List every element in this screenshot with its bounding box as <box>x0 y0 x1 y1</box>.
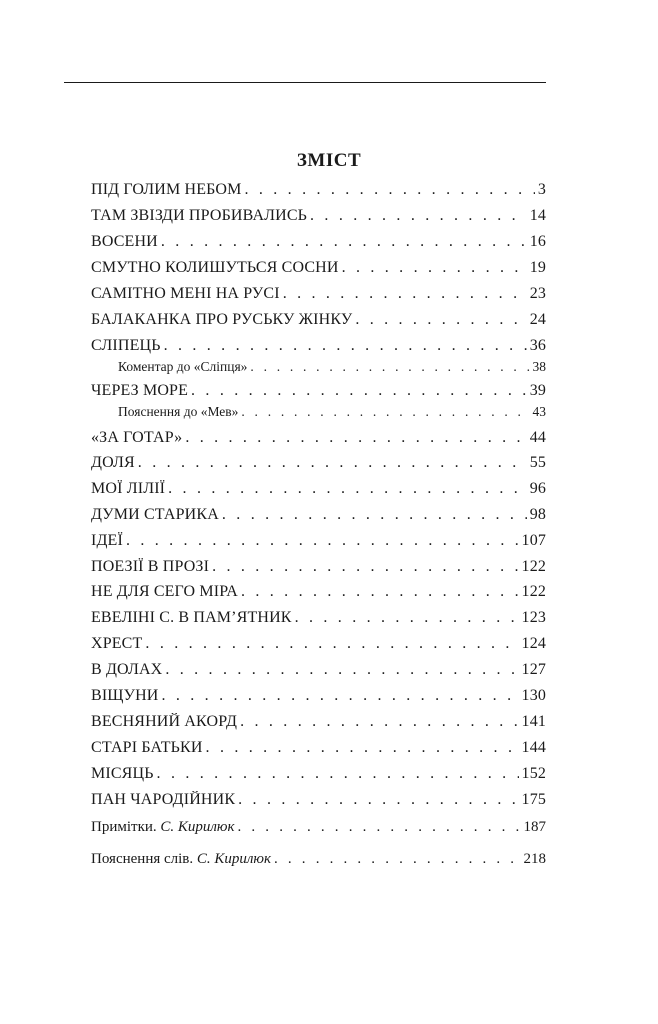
toc-entry <box>91 311 546 329</box>
toc-entry <box>91 765 546 783</box>
toc-entry <box>91 207 546 225</box>
dot-leader <box>238 791 518 809</box>
entry-title-text: ПОЕЗІЇ В ПРОЗІ <box>91 558 210 575</box>
entry-title-text: СЛІПЕЦЬ <box>91 337 161 354</box>
dot-leader <box>355 311 526 329</box>
dot-leader <box>168 480 527 498</box>
page-number: 38 <box>532 359 546 374</box>
page-number: 98 <box>529 506 546 523</box>
page-number: 141 <box>521 713 546 730</box>
dot-leader <box>212 558 518 576</box>
toc-entry <box>118 404 546 420</box>
toc-entry <box>91 382 546 400</box>
entry-title-text: ІДЕЇ <box>91 532 123 549</box>
toc-entry <box>91 181 546 199</box>
toc-entry <box>91 661 546 679</box>
toc-entry <box>91 819 546 836</box>
dot-leader <box>165 661 518 679</box>
page-number: 144 <box>521 739 546 756</box>
entry-title-text: Пояснення до «Мев» <box>118 404 239 419</box>
entry-title-text: НЕ ДЛЯ СЕГО МІРА <box>91 583 238 600</box>
toc-entry <box>91 609 546 627</box>
entry-title-text: ПІД ГОЛИМ НЕБОМ <box>91 181 242 198</box>
page-number: 43 <box>532 404 546 419</box>
page-number: 218 <box>523 851 546 867</box>
page-number: 127 <box>521 661 546 678</box>
entry-title <box>91 233 158 251</box>
entry-title <box>91 181 241 199</box>
toc-entry <box>91 233 546 251</box>
page-number: 19 <box>529 259 546 276</box>
entry-title <box>91 506 219 524</box>
dot-leader <box>222 506 527 524</box>
dot-leader <box>206 739 519 757</box>
toc-entry <box>91 851 546 868</box>
dot-leader <box>241 583 519 601</box>
toc-entry <box>91 506 546 524</box>
entry-title-text: ДОЛЯ <box>91 454 135 471</box>
page-number: 23 <box>529 285 546 302</box>
toc-entry <box>91 480 546 498</box>
page-number: 24 <box>529 311 546 328</box>
dot-leader <box>191 382 527 400</box>
toc-entry <box>118 359 546 375</box>
toc-entry <box>91 791 546 809</box>
dot-leader <box>250 359 529 375</box>
toc-entry <box>91 337 546 355</box>
dot-leader <box>274 851 521 868</box>
entry-title-text: БАЛАКАНКА ПРО РУСЬКУ ЖІНКУ <box>91 311 353 328</box>
page-number: 107 <box>521 532 546 549</box>
page-number: 3 <box>537 181 546 198</box>
entry-title <box>91 851 271 868</box>
dot-leader <box>310 207 527 225</box>
entry-title <box>91 661 162 679</box>
entry-title-text: МІСЯЦЬ <box>91 765 154 782</box>
entry-title-text: ВЕСНЯНИЙ АКОРД <box>91 713 238 730</box>
dot-leader <box>241 404 529 420</box>
page-number: 122 <box>521 583 546 600</box>
entry-author: С. Кирилюк <box>160 819 235 835</box>
entry-title <box>91 558 209 576</box>
dot-leader <box>157 765 519 783</box>
dot-leader <box>342 259 527 277</box>
page-number: 124 <box>521 635 546 652</box>
toc-entry <box>91 454 546 472</box>
entry-title <box>91 337 161 355</box>
page-number: 123 <box>521 609 546 626</box>
entry-title <box>91 609 292 627</box>
entry-title-text: Пояснення слів. <box>91 851 194 867</box>
entry-title-text: ВІЩУНИ <box>91 687 159 704</box>
entry-title <box>91 583 238 601</box>
dot-leader <box>138 454 527 472</box>
entry-title-text: «ЗА ГОТАР» <box>91 429 183 446</box>
dot-leader <box>295 609 519 627</box>
entry-title <box>91 259 339 277</box>
entry-title <box>91 532 123 550</box>
toc-entry <box>91 532 546 550</box>
entry-title <box>91 480 165 498</box>
dot-leader <box>161 687 518 705</box>
entry-title <box>91 429 182 447</box>
page-number: 55 <box>529 454 546 471</box>
entry-title-text: СТАРІ БАТЬКИ <box>91 739 203 756</box>
entry-title-text: Коментар до «Сліпця» <box>118 359 248 374</box>
entry-title <box>91 454 135 472</box>
page-number: 44 <box>529 429 546 446</box>
toc-entry <box>91 558 546 576</box>
dot-leader <box>240 713 518 731</box>
toc-entry <box>91 429 546 447</box>
dot-leader <box>244 181 534 199</box>
toc-entry <box>91 635 546 653</box>
toc-entry <box>91 583 546 601</box>
dot-leader <box>126 532 519 550</box>
dot-leader <box>164 337 527 355</box>
entry-title-text: ВОСЕНИ <box>91 233 158 250</box>
entry-title <box>91 791 235 809</box>
entry-title <box>91 635 142 653</box>
entry-title-text: МОЇ ЛІЛІЇ <box>91 480 166 497</box>
toc-entry <box>91 739 546 757</box>
entry-title <box>91 285 280 303</box>
page-number: 175 <box>521 791 546 808</box>
entry-title-text: ЕВЕЛІНІ С. В ПАМ’ЯТНИК <box>91 609 292 626</box>
page-number: 16 <box>529 233 546 250</box>
page-number: 14 <box>529 207 546 224</box>
entry-title <box>91 713 237 731</box>
dot-leader <box>283 285 527 303</box>
page-number: 36 <box>529 337 546 354</box>
page-number: 152 <box>521 765 546 782</box>
entry-title <box>91 687 158 705</box>
toc-entry <box>91 285 546 303</box>
entry-title-text: ПАН ЧАРОДІЙНИК <box>91 791 236 808</box>
page-number: 130 <box>521 687 546 704</box>
top-rule <box>64 82 546 83</box>
entry-title-text: ХРЕСТ <box>91 635 143 652</box>
entry-title <box>91 311 352 329</box>
entry-title <box>118 359 247 375</box>
dot-leader <box>185 429 526 447</box>
entry-title-text: ДУМИ СТАРИКА <box>91 506 219 523</box>
page-number: 122 <box>521 558 546 575</box>
entry-title-text: ЧЕРЕЗ МОРЕ <box>91 382 189 399</box>
toc-entry <box>91 713 546 731</box>
entry-title <box>91 382 188 400</box>
dot-leader <box>161 233 527 251</box>
entry-title-text: ТАМ ЗВІЗДИ ПРОБИВАЛИСЬ <box>91 207 308 224</box>
entry-title <box>118 404 238 420</box>
dot-leader <box>145 635 518 653</box>
entry-title <box>91 739 203 757</box>
entry-title <box>91 207 307 225</box>
page-number: 187 <box>523 819 546 835</box>
entry-title-text: САМІТНО МЕНІ НА РУСІ <box>91 285 280 302</box>
toc-entry <box>91 259 546 277</box>
entry-title-text: СМУТНО КОЛИШУТЬСЯ СОСНИ <box>91 259 339 276</box>
entry-title-text: Примітки. <box>91 819 157 835</box>
page-number: 96 <box>529 480 546 497</box>
page-number: 39 <box>529 382 546 399</box>
entry-author: С. Кирилюк <box>196 851 271 867</box>
toc-heading: ЗМІСТ <box>296 150 362 171</box>
toc-entry <box>91 687 546 705</box>
dot-leader <box>238 819 521 836</box>
entry-title-text: В ДОЛАХ <box>91 661 163 678</box>
entry-title <box>91 819 235 836</box>
entry-title <box>91 765 154 783</box>
